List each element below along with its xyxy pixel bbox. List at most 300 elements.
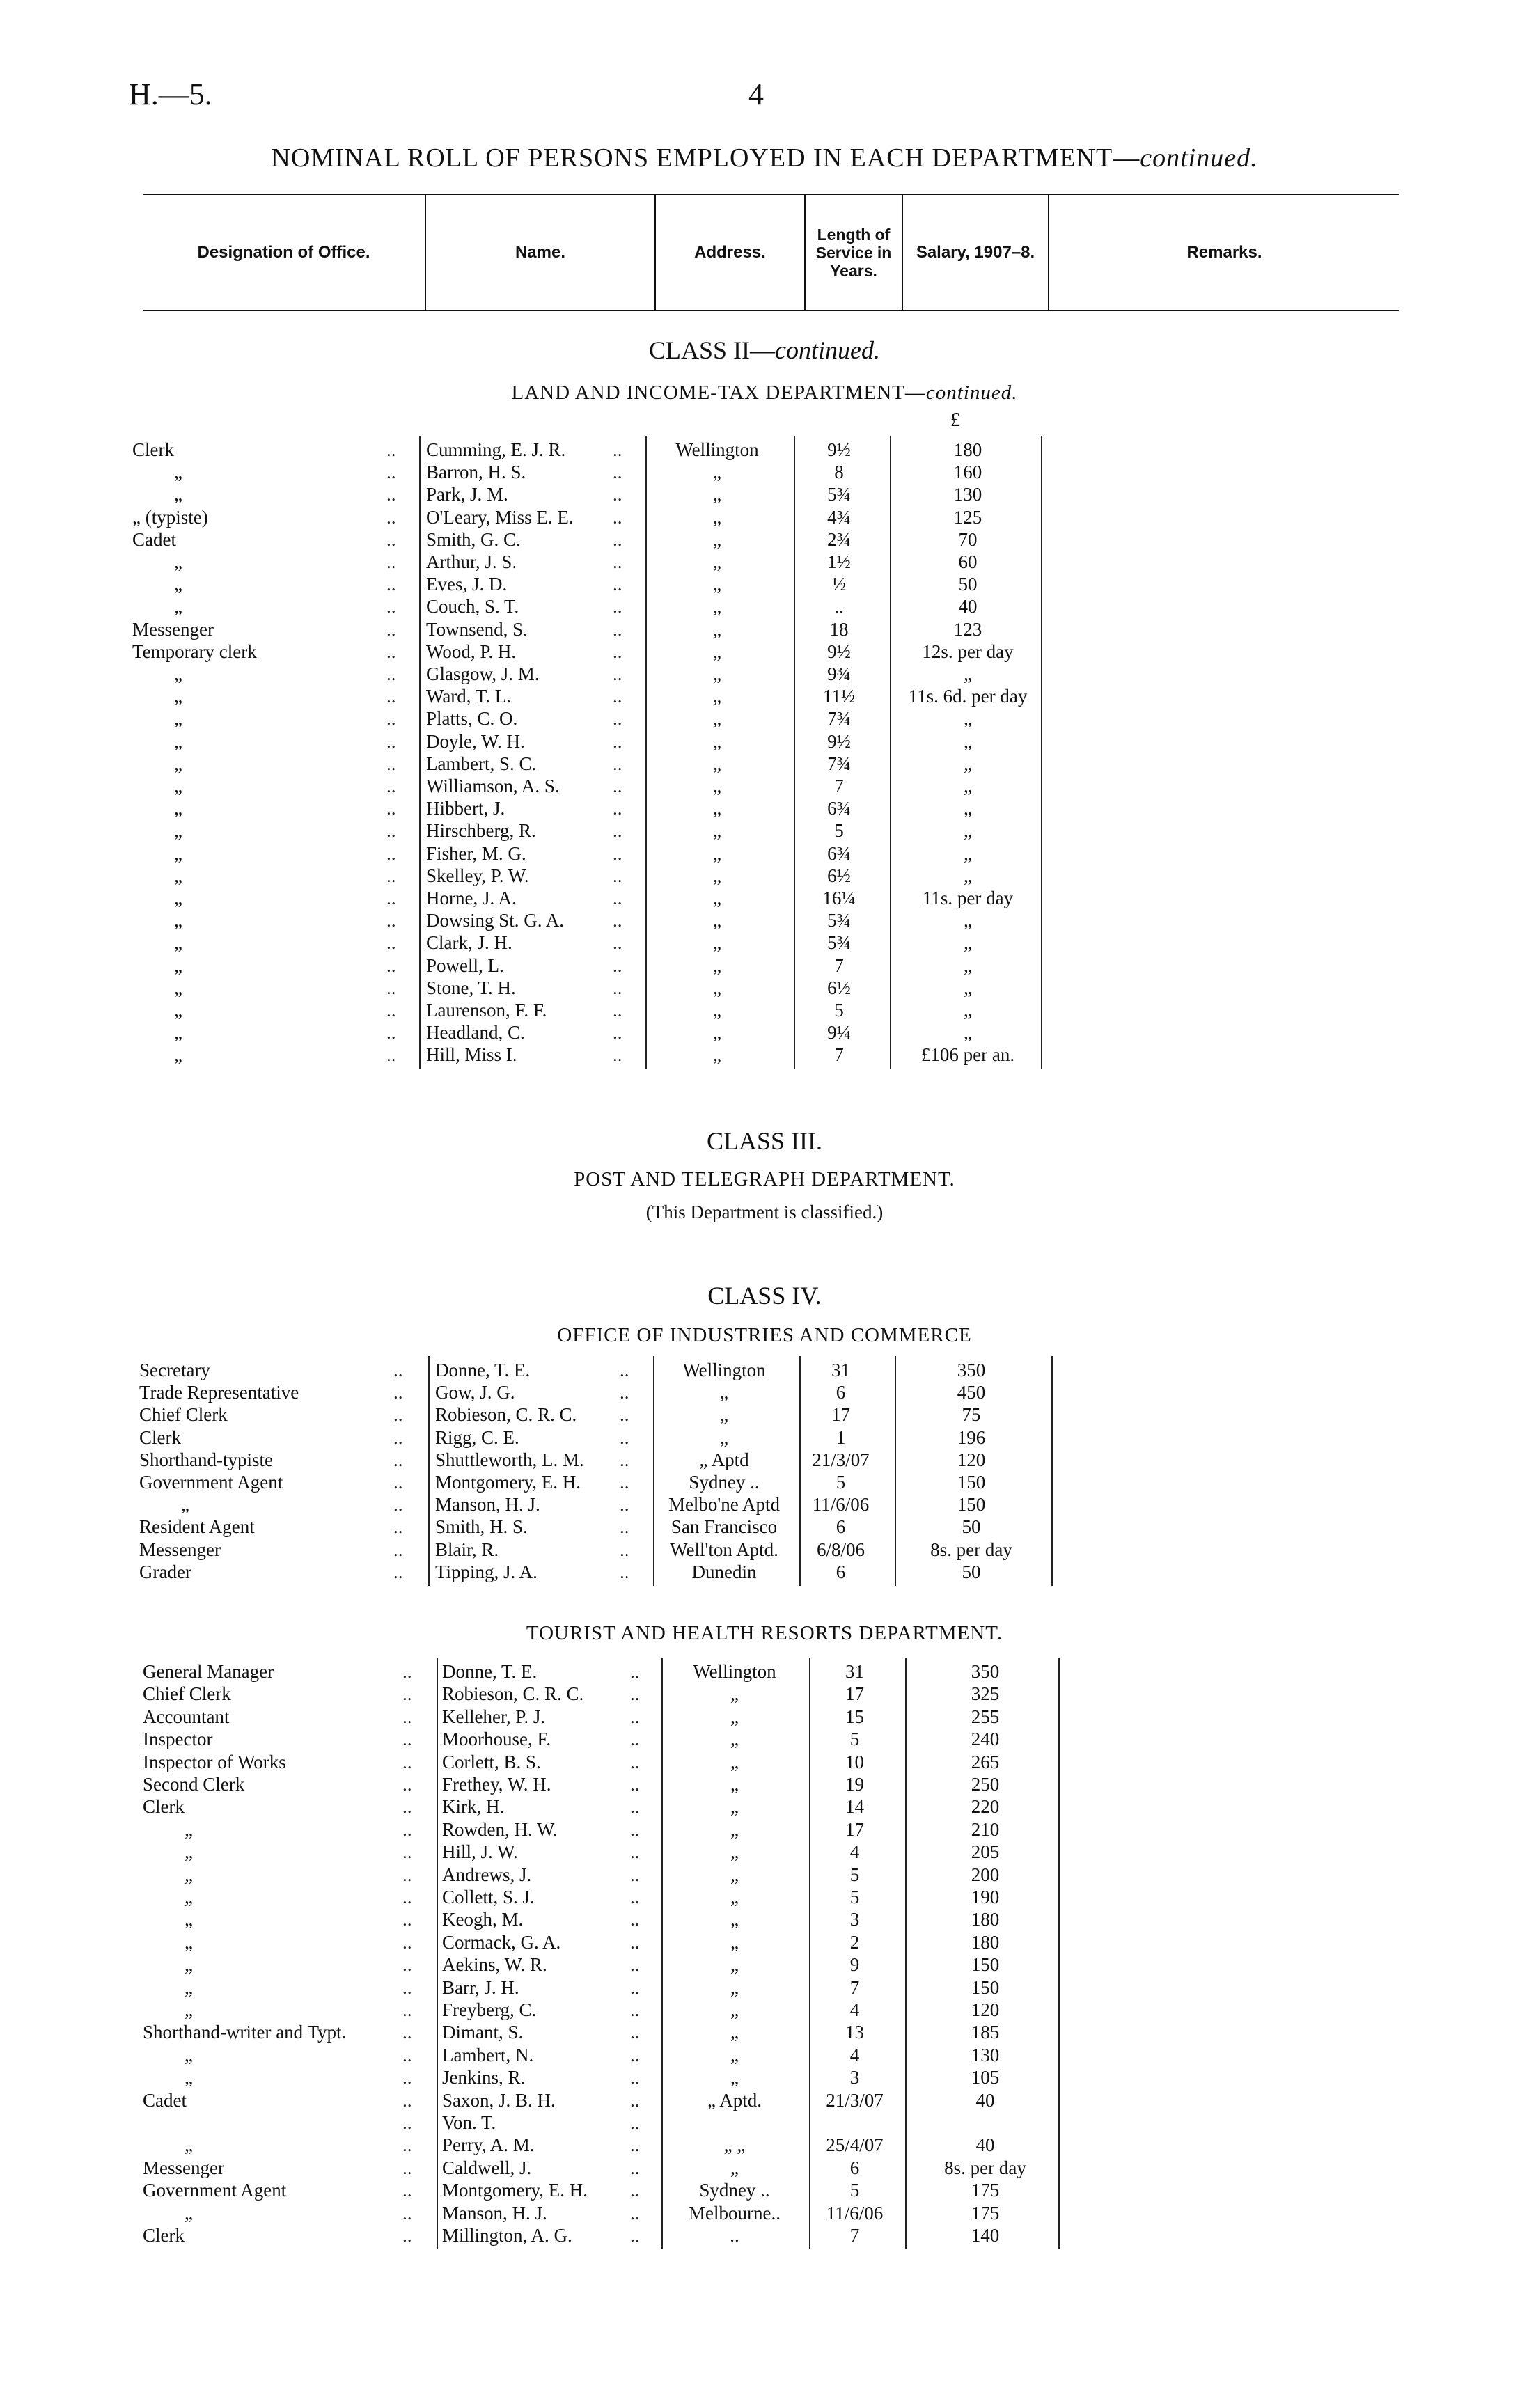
cell-length: 13 [845,2022,864,2043]
cell-name: Rigg, C. E. [435,1426,519,1448]
cell-designation: „ [174,977,182,998]
cell-salary: 130 [971,2044,1000,2065]
cell-designation: „ [174,1000,182,1021]
cell-address: „ [713,1000,721,1021]
leader-dots: .. [613,977,622,998]
cell-length: 9 [849,1954,860,1976]
cell-salary: „ [964,932,972,954]
leader-dots: .. [386,932,396,954]
table-row [0,999,1529,1021]
cell-designation: „ [174,820,182,842]
leader-dots: .. [630,1887,640,1907]
col-designation-header: Designation of Office. [197,242,370,262]
cell-name: Corlett, B. S. [442,1751,541,1772]
cell-salary: 220 [971,1796,1000,1818]
leader-dots: .. [630,1954,640,1976]
cell-name: Cumming, E. J. R. [426,439,566,460]
leader-dots: .. [613,776,622,796]
cell-length: 9½ [827,439,851,460]
table-row [0,1864,1529,1886]
table-row [0,1660,1529,1683]
cell-salary: 200 [971,1864,1000,1885]
cell-address: „ [713,888,721,908]
cell-name: Tipping, J. A. [435,1561,538,1582]
cell-name: Donne, T. E. [435,1360,531,1380]
cell-name: Smith, G. C. [426,528,521,550]
column-rule [895,1356,896,1586]
cell-name: Couch, S. T. [426,596,519,617]
cell-designation: „ [185,1864,193,1885]
cell-length: 17 [831,1404,850,1426]
leader-dots: .. [386,798,396,819]
leader-dots: .. [386,910,396,931]
leader-dots: .. [620,1404,629,1426]
table-row [0,2089,1529,2111]
leader-dots: .. [402,1729,412,1750]
cell-address: Well'ton Aptd. [670,1539,778,1560]
table-row [0,1728,1529,1750]
table-row [0,931,1529,954]
cell-address: „ [730,1818,739,1840]
leader-dots: .. [630,1774,640,1795]
cell-length: 7 [849,2225,860,2246]
leader-dots: .. [402,1864,412,1885]
leader-dots: .. [613,753,622,774]
cell-salary: 180 [953,439,982,460]
cell-address: „ [730,1909,739,1930]
leader-dots: .. [402,2134,412,2156]
leader-dots: .. [386,686,396,707]
leader-dots: .. [613,842,622,864]
cell-name: Eves, J. D. [426,574,508,595]
cell-address: „ [720,1426,728,1448]
cell-name: Kirk, H. [442,1796,505,1818]
leader-dots: .. [630,1818,640,1840]
cell-length: 9½ [827,730,851,752]
cell-salary: 123 [953,618,982,640]
column-rule [653,1356,654,1586]
cell-salary: „ [964,865,972,886]
cell-name: Montgomery, E. H. [442,2180,588,2201]
cell-designation: General Manager [143,1661,274,1682]
leader-dots: .. [630,1729,640,1750]
leader-dots: .. [620,1426,629,1448]
leader-dots: .. [630,1999,640,2020]
cell-length: 6½ [827,977,851,998]
leader-dots: .. [402,1706,412,1727]
cell-designation: „ [185,1818,193,1840]
column-rule [809,1658,810,2249]
leader-dots: .. [393,1449,403,1470]
cell-address: „ [713,708,721,730]
cell-length: 3 [849,2067,860,2088]
cell-length: 4 [849,2044,860,2065]
table-row [0,753,1529,775]
table-row [0,2157,1529,2179]
col-remarks-header: Remarks. [1048,195,1399,310]
table-row [0,865,1529,887]
cell-name: Lambert, N. [442,2044,534,2065]
cell-designation: Clerk [143,2225,185,2246]
cell-name: Headland, C. [426,1022,525,1044]
leader-dots: .. [613,865,622,886]
industries-commerce-dept-heading: OFFICE OF INDUSTRIES AND COMMERCE [557,1324,972,1346]
leader-dots: .. [402,1683,412,1705]
cell-address: „ [730,2157,739,2178]
table-row [0,2044,1529,2066]
table-row [0,1381,1529,1403]
table-row [0,2134,1529,2156]
leader-dots: .. [386,574,396,595]
table-row [0,887,1529,909]
cell-salary: 105 [971,2067,1000,2088]
cell-name: Aekins, W. R. [442,1954,547,1976]
leader-dots: .. [386,708,396,730]
leader-dots: .. [613,708,622,730]
page-number: 4 [748,77,764,111]
leader-dots: .. [402,1954,412,1976]
leader-dots: .. [386,528,396,550]
table-row [0,2202,1529,2224]
leader-dots: .. [386,776,396,796]
cell-salary: „ [964,1000,972,1021]
cell-address: „ [730,1931,739,1953]
cell-address: „ [713,1022,721,1044]
cell-name: Powell, L. [426,954,504,976]
cell-salary: „ [964,820,972,842]
table-row [0,1449,1529,1471]
cell-length: 3 [849,1909,860,1930]
table-row [0,707,1529,730]
cell-name: Jenkins, R. [442,2067,526,2088]
leader-dots: .. [630,2180,640,2201]
cell-designation: „ [174,574,182,595]
cell-designation: „ [174,932,182,954]
cell-name: Dowsing St. G. A. [426,910,565,931]
cell-name: Manson, H. J. [435,1494,540,1516]
cell-length: 5 [834,820,844,842]
table-row [0,1841,1529,1863]
cell-address: „ [713,954,721,976]
cell-name: Robieson, C. R. C. [442,1683,584,1705]
table-row [0,483,1529,505]
cell-name: Perry, A. M. [442,2134,535,2156]
leader-dots: .. [386,596,396,617]
cell-salary: 150 [971,1954,1000,1976]
cell-address: „ [730,1706,739,1727]
cell-address: „ [730,1887,739,1907]
cell-address: „ [730,1751,739,1772]
cell-designation: Trade Representative [139,1382,299,1403]
cell-address: „ [713,776,721,796]
column-rule [428,1356,430,1586]
cell-salary: 50 [962,1516,981,1538]
column-rule [437,1658,438,2249]
cell-name: Keogh, M. [442,1909,524,1930]
cell-length: 4 [849,1841,860,1863]
leader-dots: .. [402,2157,412,2178]
table-row [0,842,1529,865]
cell-name: Collett, S. J. [442,1887,535,1907]
cell-address: Wellington [675,439,759,460]
cell-designation: „ [185,1841,193,1863]
cell-salary: 50 [958,574,978,595]
cell-address: „ [713,686,721,707]
cell-length: 1½ [827,551,851,572]
cell-name: Horne, J. A. [426,888,517,908]
table-row [0,528,1529,551]
cell-name: Manson, H. J. [442,2202,547,2224]
cell-length: 6 [836,1561,846,1582]
cell-name: Doyle, W. H. [426,730,525,752]
cell-designation: Inspector [143,1729,213,1750]
leader-dots: .. [630,1661,640,1682]
cell-designation: „ [185,2044,193,2065]
cell-address: .. [730,2225,739,2246]
table-row [0,461,1529,483]
leader-dots: .. [386,820,396,842]
cell-name: Williamson, A. S. [426,776,560,796]
cell-address: „ [713,528,721,550]
cell-address: „ [713,730,721,752]
cell-designation: Messenger [143,2157,224,2178]
cell-length: 31 [831,1360,850,1380]
cell-length: 31 [845,1661,864,1682]
table-row [0,909,1529,931]
cell-name: Blair, R. [435,1539,499,1560]
column-rule [799,1356,801,1586]
cell-address: Sydney .. [699,2180,770,2201]
table-row [0,1516,1529,1538]
table-row [0,1021,1529,1044]
cell-designation: Messenger [132,618,214,640]
cell-name: Gow, J. G. [435,1382,515,1403]
classified-note: (This Department is classified.) [645,1202,884,1222]
cell-length: 21/3/07 [826,2089,884,2111]
cell-salary: „ [964,776,972,796]
cell-length: 8 [834,462,844,483]
cell-length: 11½ [822,686,856,707]
cell-name: Clark, J. H. [426,932,512,954]
leader-dots: .. [386,439,396,460]
cell-address: „ [713,574,721,595]
cell-designation: Clerk [132,439,174,460]
leader-dots: .. [630,1909,640,1930]
cell-length: 6 [849,2157,860,2178]
cell-salary: „ [964,708,972,730]
cell-salary: 180 [971,1931,1000,1953]
table-row [0,595,1529,617]
cell-designation: „ [185,1887,193,1907]
cell-address: „ [713,753,721,774]
column-rule [1041,436,1042,1069]
table-row [0,2224,1529,2246]
cell-length: 5¾ [827,932,851,954]
cell-name: Barr, J. H. [442,1976,519,1998]
cell-length: 5 [849,1864,860,1885]
cell-salary: „ [964,954,972,976]
leader-dots: .. [613,820,622,842]
leader-dots: .. [393,1561,403,1582]
cell-length: 16¼ [822,888,856,908]
cell-name: Kelleher, P. J. [442,1706,546,1727]
cell-name: Hill, Miss I. [426,1044,517,1066]
cell-name: Wood, P. H. [426,640,517,662]
cell-designation: Clerk [139,1426,181,1448]
cell-designation: „ [174,753,182,774]
table-row [0,573,1529,595]
cell-address: „ [730,2022,739,2043]
cell-name: Hill, J. W. [442,1841,518,1863]
cell-address: „ [713,820,721,842]
cell-address: „ [713,1044,721,1066]
table-row [0,2111,1529,2134]
cell-salary: 140 [971,2225,1000,2246]
column-rule [419,436,421,1069]
cell-designation: Cadet [143,2089,187,2111]
leader-dots: .. [402,1818,412,1840]
leader-dots: .. [620,1382,629,1403]
cell-name: Glasgow, J. M. [426,663,540,684]
cell-salary: 150 [957,1494,986,1516]
leader-dots: .. [402,1661,412,1682]
cell-salary: 250 [971,1774,1000,1795]
cell-designation: „ [185,2202,193,2224]
cell-designation: „ [174,798,182,819]
leader-dots: .. [630,1841,640,1863]
table-row [0,1886,1529,1908]
leader-dots: .. [613,730,622,752]
cell-name: Laurenson, F. F. [426,1000,547,1021]
leader-dots: .. [386,954,396,976]
cell-designation: „ [174,551,182,572]
cell-designation: „ [185,1954,193,1976]
cell-designation: „ [185,1909,193,1930]
leader-dots: .. [630,2044,640,2065]
cell-length: 18 [829,618,849,640]
col-name-header: Name. [425,195,654,310]
leader-dots: .. [630,2067,640,2088]
leader-dots: .. [393,1494,403,1516]
cell-designation: „ [181,1494,189,1516]
class-iv-heading: CLASS IV. [707,1282,822,1309]
leader-dots: .. [386,1000,396,1021]
cell-name: Cormack, G. A. [442,1931,561,1953]
leader-dots: .. [402,2180,412,2201]
leader-dots: .. [630,1683,640,1705]
cell-address: „ [720,1382,728,1403]
cell-length: 7 [849,1976,860,1998]
leader-dots: .. [386,618,396,640]
cell-salary: 150 [957,1472,986,1493]
cell-length: 2¾ [827,528,851,550]
cell-salary: 11s. 6d. per day [908,686,1028,707]
cell-address: „ [713,663,721,684]
cell-salary: 180 [971,1909,1000,1930]
leader-dots: .. [620,1539,629,1560]
cell-salary: 125 [953,506,982,528]
table-row [0,797,1529,819]
cell-designation: Secretary [139,1360,210,1380]
cell-designation: „ [174,462,182,483]
cell-salary: „ [964,1022,972,1044]
cell-address: „ [730,1729,739,1750]
cell-name: Stone, T. H. [426,977,516,998]
cell-length: 5 [849,2180,860,2201]
cell-length: 7¾ [827,753,851,774]
cell-name: Moorhouse, F. [442,1729,551,1750]
table-row [0,685,1529,707]
cell-salary: „ [964,730,972,752]
leader-dots: .. [613,528,622,550]
cell-salary: 70 [958,528,978,550]
leader-dots: .. [386,551,396,572]
cell-address: „ [730,1954,739,1976]
leader-dots: .. [630,2022,640,2043]
leader-dots: .. [613,1044,622,1066]
leader-dots: .. [393,1404,403,1426]
cell-designation: Temporary clerk [132,640,257,662]
cell-designation: Chief Clerk [139,1404,228,1426]
table-row [0,730,1529,753]
table-row [0,1795,1529,1818]
table-row [0,439,1529,461]
table-row [0,1931,1529,1953]
cell-salary: 75 [962,1404,981,1426]
cell-length: 7 [834,954,844,976]
cell-address: „ [713,842,721,864]
leader-dots: .. [613,640,622,662]
cell-length: 10 [845,1751,864,1772]
cell-length: 6½ [827,865,851,886]
cell-designation: „ [185,1976,193,1998]
leader-dots: .. [613,888,622,908]
cell-address: „ [713,618,721,640]
column-rule [890,436,891,1069]
leader-dots: .. [402,1796,412,1818]
leader-dots: .. [402,1751,412,1772]
cell-designation: „ [174,1022,182,1044]
cell-salary: 12s. per day [922,640,1014,662]
post-telegraph-dept-heading: POST AND TELEGRAPH DEPARTMENT. [574,1168,955,1190]
cell-salary: 50 [962,1561,981,1582]
cell-length: 6/8/06 [816,1539,865,1560]
cell-designation: „ [185,1999,193,2020]
leader-dots: .. [402,2044,412,2065]
table-row [0,1359,1529,1381]
cell-salary: 160 [953,462,982,483]
cell-address: „ [713,462,721,483]
cell-designation: „ [174,1044,182,1066]
cell-name: Saxon, J. B. H. [442,2089,556,2111]
cell-length: 5¾ [827,910,851,931]
cell-designation: „ [174,865,182,886]
cell-address: „ [720,1404,728,1426]
leader-dots: .. [386,865,396,886]
leader-dots: .. [386,977,396,998]
cell-salary: 210 [971,1818,1000,1840]
leader-dots: .. [630,1751,640,1772]
table-row [0,1976,1529,1999]
cell-name: Park, J. M. [426,484,508,505]
cell-length: ½ [831,574,847,595]
cell-name: Barron, H. S. [426,462,526,483]
leader-dots: .. [402,2067,412,2088]
leader-dots: .. [613,484,622,505]
leader-dots: .. [402,1909,412,1930]
cell-designation: Chief Clerk [143,1683,231,1705]
table-row [0,618,1529,640]
